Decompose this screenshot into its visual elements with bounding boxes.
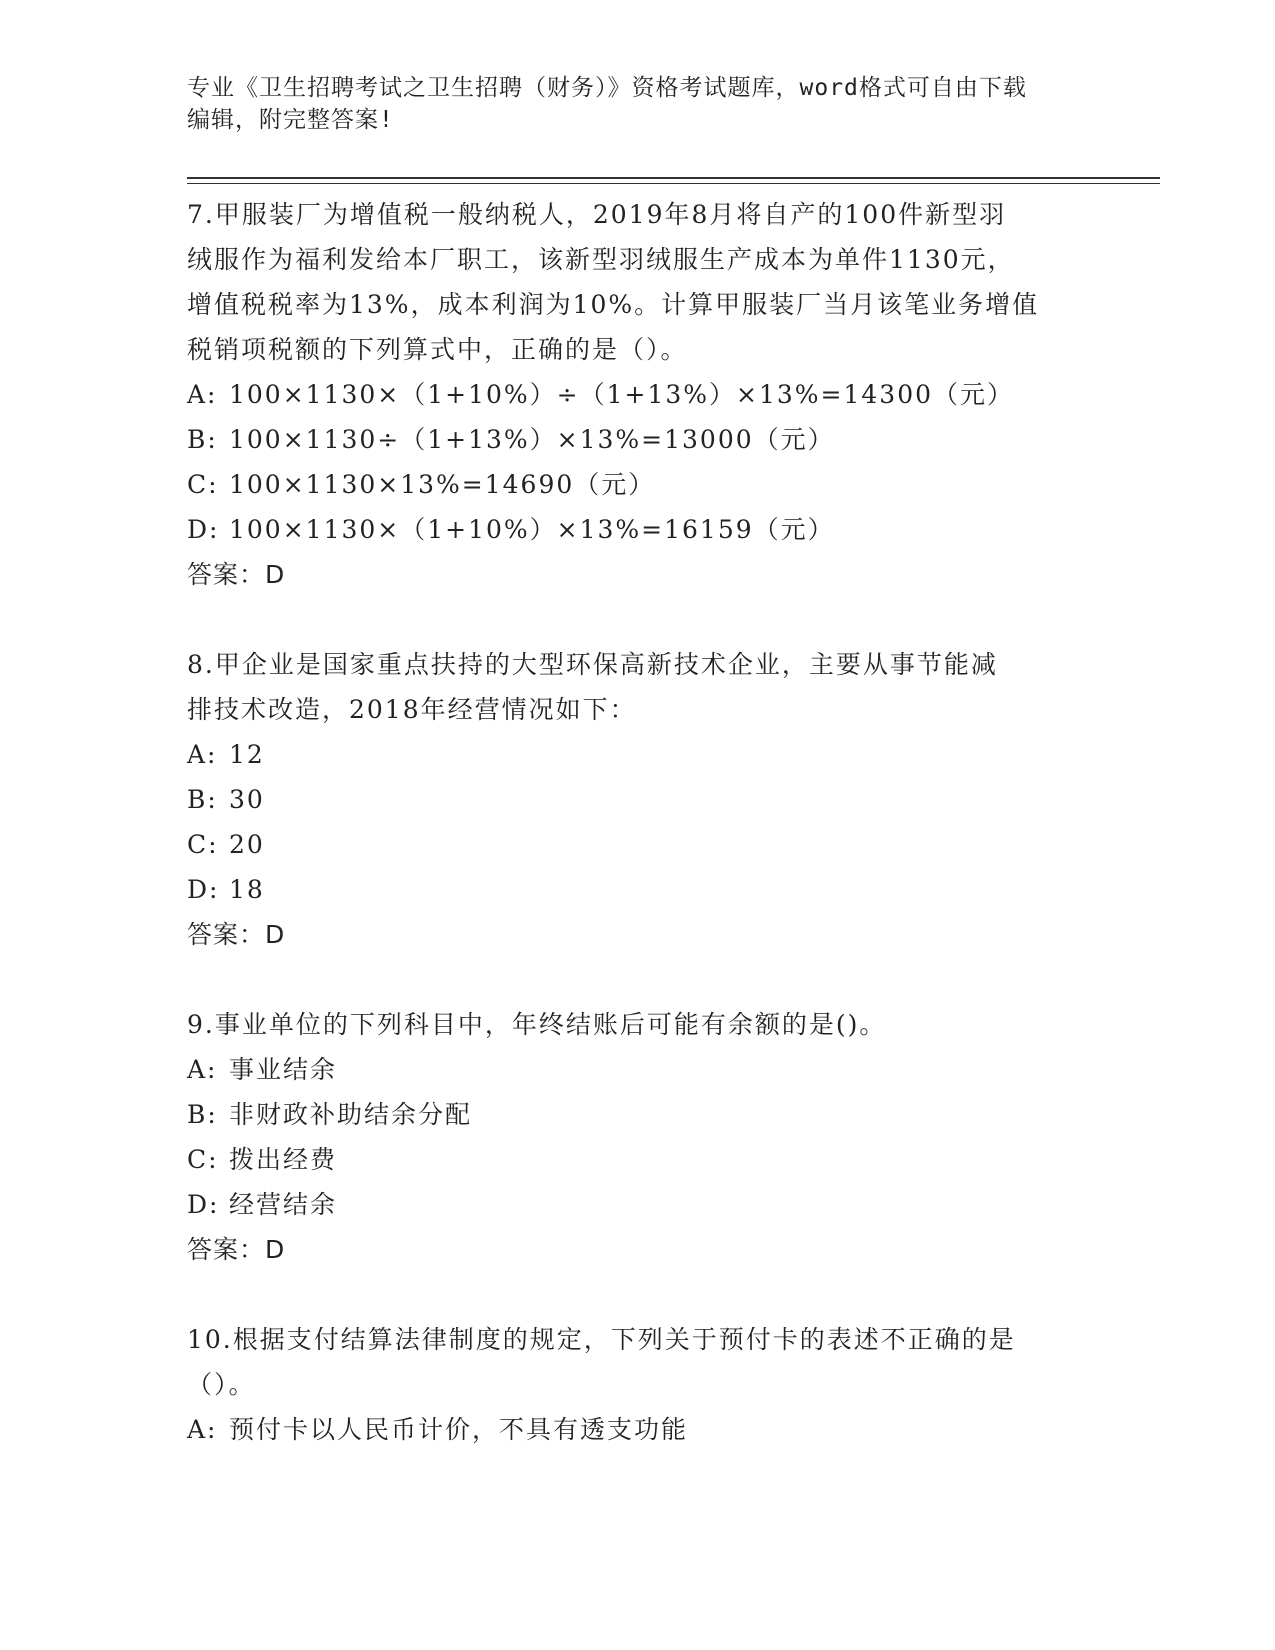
option-d — [187, 1182, 1087, 1227]
option-text: 100×1130×（1+10%）÷（1+13%）×13%=14300（元） — [229, 380, 1015, 409]
question-7 — [187, 192, 1087, 597]
option-d — [187, 507, 1087, 552]
header-rule-thin — [187, 183, 1160, 184]
answer-line: 答案：D — [187, 560, 286, 589]
option-b — [187, 417, 1087, 462]
option-letter: A: — [187, 1055, 218, 1084]
option-letter: B: — [187, 1100, 218, 1129]
header-line-2: 编辑，附完整答案! — [187, 107, 394, 133]
option-text: 预付卡以人民币计价，不具有透支功能 — [229, 1415, 689, 1444]
option-letter: D: — [187, 1190, 220, 1219]
option-text: 100×1130×（1+10%）×13%=16159（元） — [229, 515, 835, 544]
option-a — [187, 1047, 1087, 1092]
question-text-line: 增值税税率为13%，成本利润为10%。计算甲服装厂当月该笔业务增值 — [187, 290, 1040, 319]
answer-line: 答案：D — [187, 920, 286, 949]
option-text: 非财政补助结余分配 — [229, 1100, 473, 1129]
question-list — [187, 192, 1087, 1452]
option-text: 18 — [229, 875, 265, 904]
option-text: 经营结余 — [229, 1190, 338, 1219]
option-text: 拨出经费 — [229, 1145, 338, 1174]
answer-line: 答案：D — [187, 1235, 286, 1264]
option-letter: C: — [187, 1145, 219, 1174]
option-letter: C: — [187, 830, 219, 859]
header-line-1: 专业《卫生招聘考试之卫生招聘（财务）》资格考试题库，word格式可自由下载 — [187, 75, 1027, 101]
option-letter: A: — [187, 740, 218, 769]
option-letter: D: — [187, 875, 220, 904]
question-text-line: 税销项税额的下列算式中，正确的是（）。 — [187, 335, 688, 364]
option-a — [187, 1407, 1087, 1452]
question-text-line: 排技术改造，2018年经营情况如下： — [187, 695, 637, 724]
question-8 — [187, 642, 1087, 957]
option-letter: C: — [187, 470, 219, 499]
option-c — [187, 462, 1087, 507]
option-c — [187, 1137, 1087, 1182]
option-a — [187, 732, 1087, 777]
option-letter: B: — [187, 785, 218, 814]
option-text: 100×1130×13%=14690（元） — [229, 470, 656, 499]
option-b — [187, 777, 1087, 822]
question-text-line: 10.根据支付结算法律制度的规定，下列关于预付卡的表述不正确的是 — [187, 1325, 1016, 1354]
option-letter: D: — [187, 515, 220, 544]
option-letter: A: — [187, 1415, 218, 1444]
option-letter: B: — [187, 425, 218, 454]
question-text-line: 绒服作为福利发给本厂职工，该新型羽绒服生产成本为单件1130元， — [187, 245, 1015, 274]
option-c — [187, 822, 1087, 867]
question-text-line: 8.甲企业是国家重点扶持的大型环保高新技术企业，主要从事节能减 — [187, 650, 998, 679]
option-text: 20 — [229, 830, 265, 859]
question-9 — [187, 1002, 1087, 1272]
header-rule-thick — [187, 177, 1160, 179]
option-a — [187, 372, 1087, 417]
question-text-line: （）。 — [187, 1370, 256, 1399]
option-text: 100×1130÷（1+13%）×13%=13000（元） — [229, 425, 835, 454]
option-text: 12 — [229, 740, 265, 769]
question-text-line: 7.甲服装厂为增值税一般纳税人，2019年8月将自产的100件新型羽 — [187, 200, 1007, 229]
option-text: 30 — [229, 785, 265, 814]
page-header — [187, 72, 1087, 136]
question-text-line: 9.事业单位的下列科目中，年终结账后可能有余额的是()。 — [187, 1010, 887, 1039]
question-10 — [187, 1317, 1087, 1452]
option-d — [187, 867, 1087, 912]
option-b — [187, 1092, 1087, 1137]
option-letter: A: — [187, 380, 218, 409]
option-text: 事业结余 — [229, 1055, 338, 1084]
